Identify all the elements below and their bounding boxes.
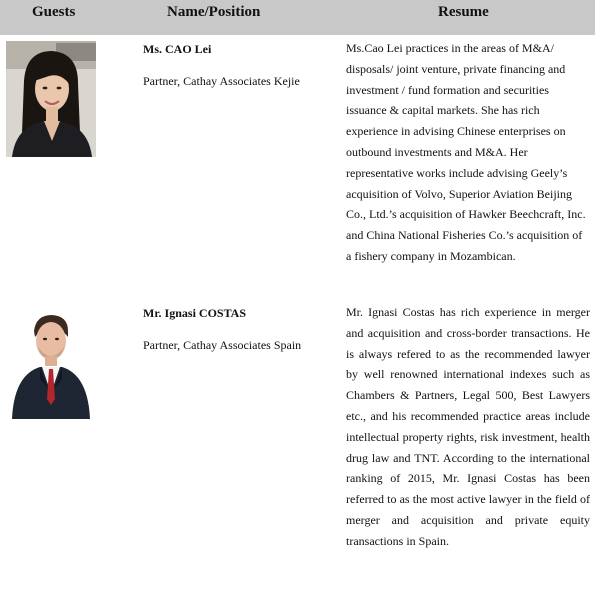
guest-name: Ms. CAO Lei: [143, 42, 212, 56]
portrait-man-icon: [10, 309, 92, 419]
guest-position: Partner, Cathay Associates Kejie: [143, 74, 300, 88]
table-row: [0, 38, 595, 294]
table-row: [0, 302, 595, 600]
guest-position: Partner, Cathay Associates Spain: [143, 338, 302, 352]
header-name-position: Name/Position: [167, 4, 261, 20]
portrait-woman-icon: [6, 41, 96, 157]
guest-photo: [6, 41, 96, 157]
table-header: [0, 0, 595, 35]
guest-resume: Ms.Cao Lei practices in the areas of M&A/ disposals/ joint venture, private financing and investment / fund formation and securities issuance & capital markets. She has rich experience in advising Chinese enterprises on outbound investments and M&A. Her representative works include advising Geely’s acquisition of Volvo, Superior Aviation Beijing Co., Ltd.’s acquisition of Hawker Beechcraft, Inc. and China National Fisheries Co.’s acquisition of a fishery company in Mozambican.: [346, 41, 586, 263]
guest-name: Mr. Ignasi COSTAS: [143, 306, 247, 320]
guest-photo: [10, 309, 92, 419]
header-resume: Resume: [438, 4, 489, 20]
name-position-cell: [143, 42, 333, 89]
header-guests: Guests: [32, 4, 76, 20]
guest-resume: Mr. Ignasi Costas has rich experience in merger and acquisition and cross-border transactions. He is always refered to as the recommended lawyer by well renowned international indexes such as Chambers & Partners, Legal 500, Best Lawyers etc., and his recommended practice areas include intellectual property rights, risk investment, health drug law and TNT. According to the international ranking of 2015, Mr. Ignasi Costas has been referred to as the most active lawyer in the field of merger and acquisition and private equity transactions in Spain.: [346, 305, 590, 548]
name-position-cell: [143, 306, 333, 353]
